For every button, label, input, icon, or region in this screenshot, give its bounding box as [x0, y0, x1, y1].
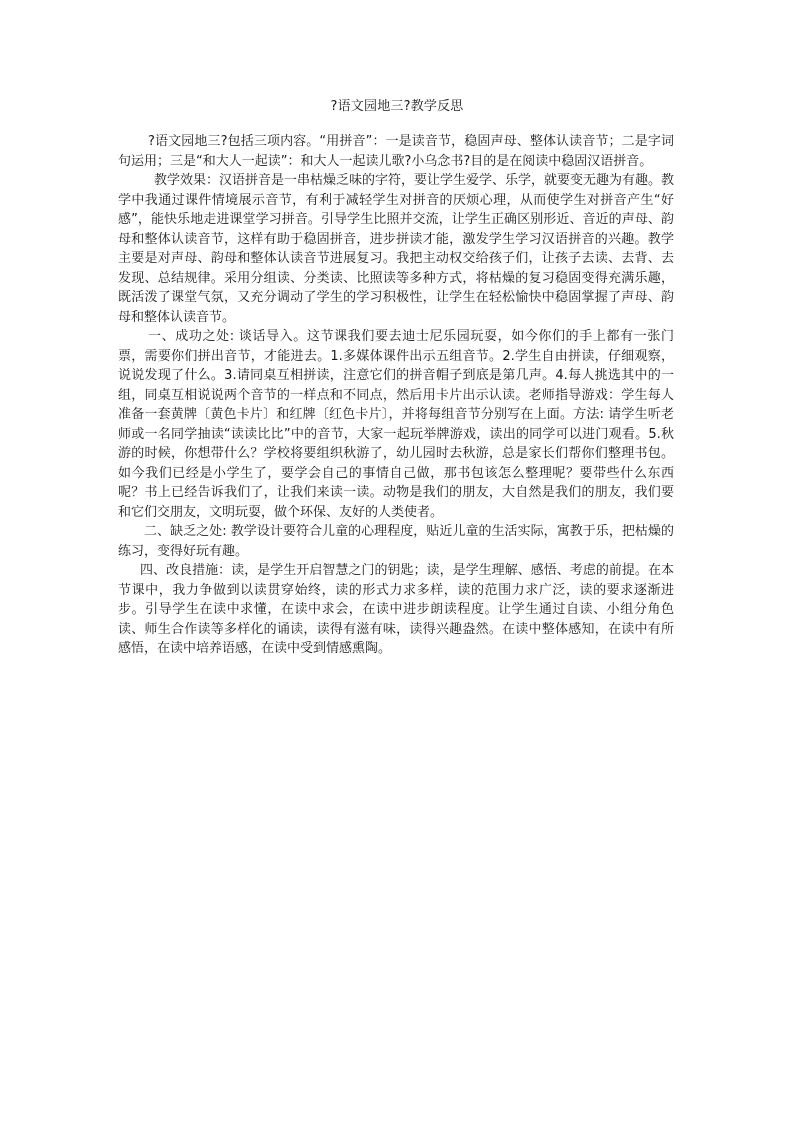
document-title: ?语文园地三?教学反思 — [330, 99, 464, 114]
paragraph-shortcomings: 二、缺乏之处: 教学设计要符合儿童的心理程度，贴近儿童的生活实际，寓教于乐，把枯燥的练习，变得好玩有趣。 — [118, 524, 674, 559]
paragraph-success: 一、成功之处: 谈话导入。这节课我们要去迪士尼乐园玩耍，如今你们的手上都有一张门票，需要你们拼出音节，才能进去。1.多媒体课件出示五组音节。2.学生自由拼读，仔细观察，说说发现了什么。3.请同桌互相拼读，注意它们的拼音帽子到底是第几声。4.每人挑选其中的一组，同桌互相说说两个音节的一样点和不同点，然后用卡片出示认读。老师指导游戏：学生每人准备一套黄牌〔黄色卡片〕和红牌〔红色卡片〕，并将每组音节分别写在上面。方法: 请学生听老师或一名同学抽读“读读比比”中的音节，大家一起玩举牌游戏，读出的同学可以进门观看。5.秋游的时候，你想带什么？学校将要组织秋游了，幼儿园时去秋游，总是家长们帮你们整理书包。如今我们已经是小学生了，要学会自己的事情自己做，那书包该怎么整理呢？要带些什么东西呢？书上已经告诉我们了，让我们来读一读。动物是我们的朋友，大自然是我们的朋友，我们要和它们交朋友，文明玩耍，做个环保、友好的人类使者。 — [118, 329, 674, 520]
paragraph-improvements: 四、改良措施：读，是学生开启智慧之门的钥匙；读，是学生理解、感悟、考虑的前提。在本节课中，我力争做到以读贯穿始终，读的形式力求多样，读的范围力求广泛，读的要求逐渐进步。引导学生在读中求懂，在读中求会，在读中进步朗读程度。让学生通过自读、小组分角色读、师生合作读等多样化的诵读，读得有滋有味，读得兴趣盎然。在读中整体感知，在读中有所感悟，在读中培养语感，在读中受到情感熏陶。 — [118, 563, 674, 656]
document-body — [118, 132, 674, 659]
paragraph-teaching-effect: 教学效果：汉语拼音是一串枯燥乏味的字符，要让学生爱学、乐学，就要变无趣为有趣。教学中我通过课件情境展示音节，有利于减轻学生对拼音的厌烦心理，从而使学生对拼音产生“好感”，能快乐地走进课堂学习拼音。引导学生比照并交流，让学生正确区别形近、音近的声母、韵母和整体认读音节，这样有助于稳固拼音，进步拼读才能，激发学生学习汉语拼音的兴趣。教学主要是对声母、韵母和整体认读音节进展复习。我把主动权交给孩子们，让孩子去读、去背、去发现、总结规律。采用分组读、分类读、比照读等多种方式，将枯燥的复习稳固变得充满乐趣，既活泼了课堂气氛，又充分调动了学生的学习积极性，让学生在轻松愉快中稳固掌握了声母、韵母和整体认读音节。 — [118, 173, 675, 325]
paragraph-intro: ?语文园地三?包括三项内容。“用拼音”：一是读音节，稳固声母、整体认读音节；二是字词句运用；三是“和大人一起读”：和大人一起读儿歌?小乌念书?目的是在阅读中稳固汉语拼音。 — [118, 134, 674, 169]
